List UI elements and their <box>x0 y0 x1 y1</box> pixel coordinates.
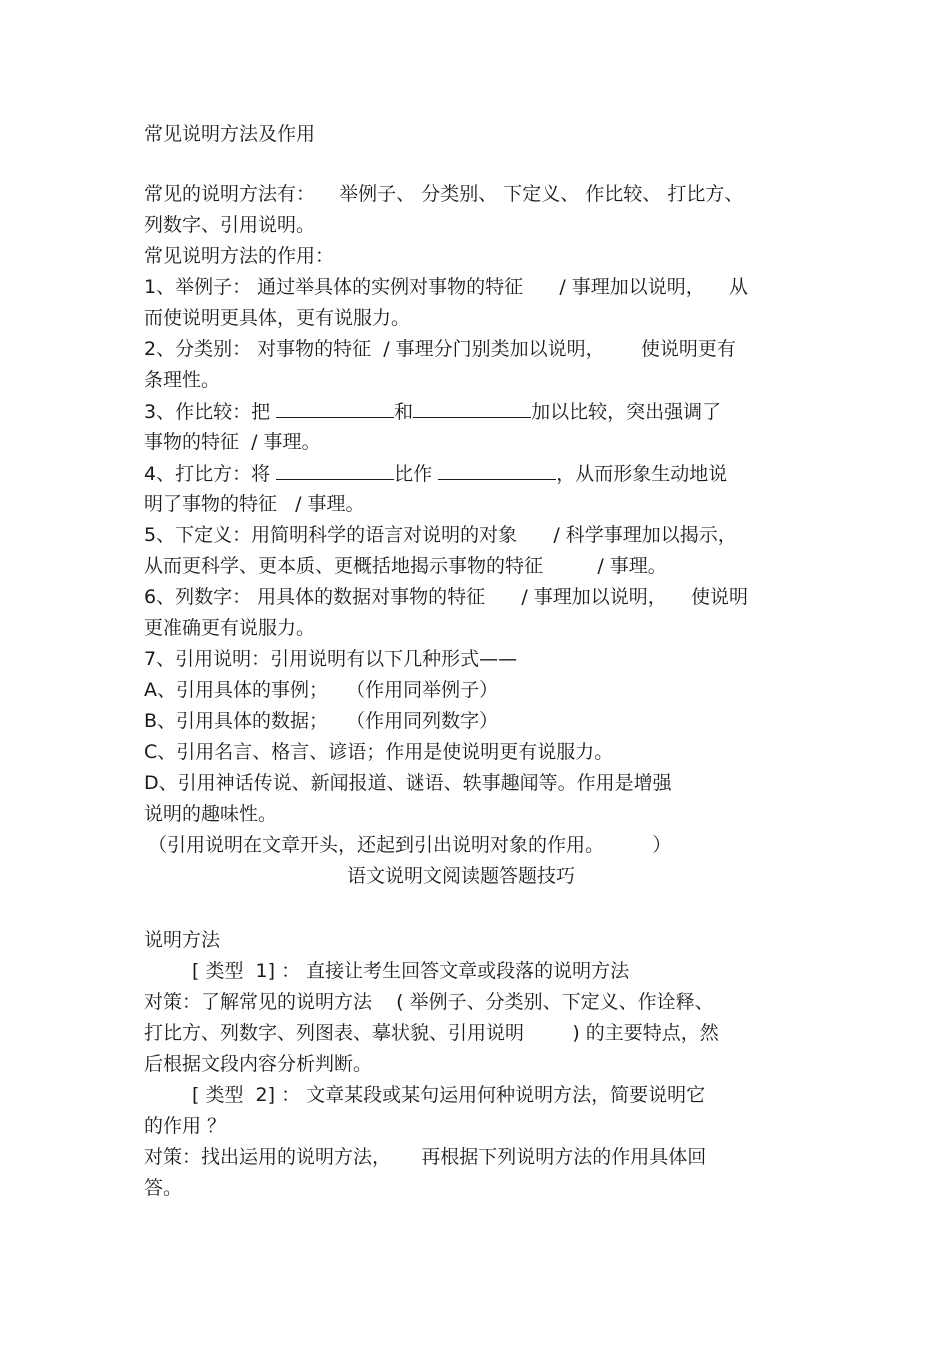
strategy-1-line-1: 对策：了解常见的说明方法 ( 举例子、分类别、下定义、作诠释、 <box>144 991 714 1013</box>
fill-blank <box>413 399 531 418</box>
item-6-line-2: 更准确更有说服力。 <box>144 617 316 639</box>
sub-item-d-line-2: 说明的趣味性。 <box>144 803 278 825</box>
page-title: 常见说明方法及作用 <box>144 123 316 145</box>
item-4-line-2: 明了事物的特征 / 事理。 <box>144 493 365 515</box>
item-2-line-2: 条理性。 <box>144 369 221 391</box>
strategy-1-line-2: 打比方、列数字、列图表、摹状貌、引用说明 ) 的主要特点，然 <box>144 1022 719 1044</box>
strategy-2-line-1: 对策：找出运用的说明方法， 再根据下列说明方法的作用具体回 <box>144 1146 707 1168</box>
item-4-text-c: ，从而形象生动地说 <box>556 463 728 485</box>
sub-item-c: C、引用名言、格言、谚语；作用是使说明更有说服力。 <box>144 741 614 763</box>
section-heading: 说明方法 <box>144 929 221 951</box>
item-4-text-a: 4、打比方：将 <box>144 463 277 485</box>
type-2-line-1: [ 类型 2] ： 文章某段或某句运用何种说明方法，简要说明它 <box>192 1084 706 1106</box>
sub-item-d-line-1: D、引用神话传说、新闻报道、谜语、轶事趣闻等。作用是增强 <box>144 772 672 794</box>
intro-line-1: 常见的说明方法有： 举例子、 分类别、 下定义、 作比较、 打比方、 <box>144 183 744 205</box>
item-3-text-a: 3、作比较：把 <box>144 401 277 423</box>
item-3-line-2: 事物的特征 / 事理。 <box>144 431 321 453</box>
section-title: 语文说明文阅读题答题技巧 <box>346 865 575 887</box>
sub-item-b: B、引用具体的数据； （作用同列数字） <box>144 710 499 732</box>
fill-blank <box>276 399 394 418</box>
item-5-line-2: 从而更科学、更本质、更概括地揭示事物的特征 / 事理。 <box>144 555 667 577</box>
fill-blank <box>276 461 394 480</box>
type-1: [ 类型 1] ： 直接让考生回答文章或段落的说明方法 <box>192 960 630 982</box>
fill-blank <box>438 461 556 480</box>
strategy-2-line-2: 答。 <box>144 1177 183 1199</box>
item-4-text-b: 比作 <box>394 463 439 485</box>
sub-item-a: A、引用具体的事例； （作用同举例子） <box>144 679 499 701</box>
strategy-1-line-3: 后根据文段内容分析判断。 <box>144 1053 373 1075</box>
note: （引用说明在文章开头，还起到引出说明对象的作用。 ） <box>148 834 672 856</box>
item-3-text-c: 加以比较，突出强调了 <box>531 401 722 423</box>
item-1-line-1: 1、举例子： 通过举具体的实例对事物的特征 / 事理加以说明， 从 <box>144 276 748 298</box>
type-2-line-2: 的作用 ？ <box>144 1115 227 1137</box>
roles-heading: 常见说明方法的作用： <box>144 245 335 267</box>
item-6-line-1: 6、列数字： 用具体的数据对事物的特征 / 事理加以说明， 使说明 <box>144 586 748 608</box>
item-7: 7、引用说明：引用说明有以下几种形式—— <box>144 648 518 670</box>
item-1-line-2: 而使说明更具体，更有说服力。 <box>144 307 411 329</box>
item-3-text-b: 和 <box>394 401 414 423</box>
item-2-line-1: 2、分类别： 对事物的特征 / 事理分门别类加以说明， 使说明更有 <box>144 338 736 360</box>
item-4-line-1 <box>144 461 727 486</box>
item-3-line-1 <box>144 399 721 424</box>
intro-line-2: 列数字、引用说明。 <box>144 214 316 236</box>
item-5-line-1: 5、下定义：用简明科学的语言对说明的对象 / 科学事理加以揭示， <box>144 524 737 546</box>
